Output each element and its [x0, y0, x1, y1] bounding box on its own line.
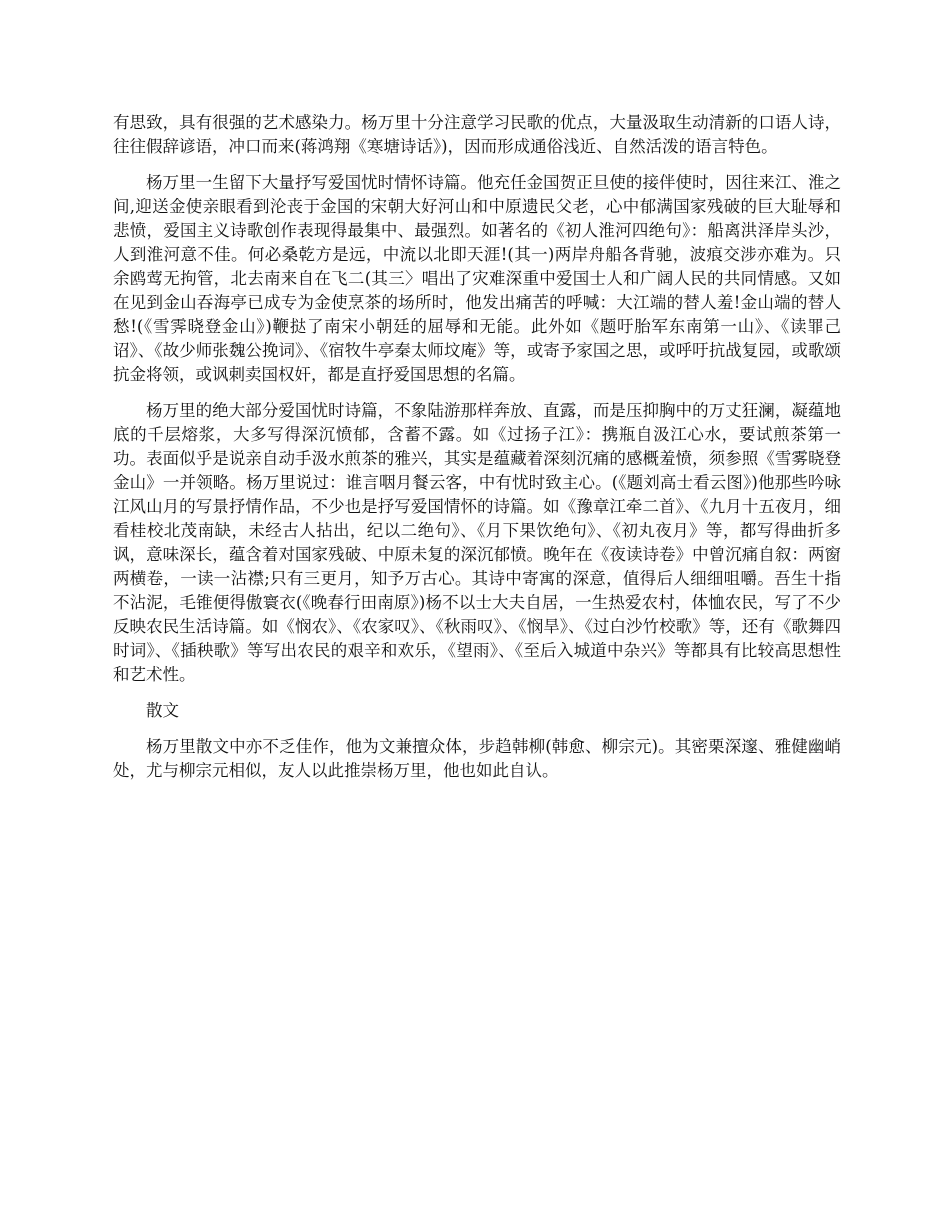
document-page: [113, 111, 841, 795]
section-heading-prose: 散文: [146, 701, 179, 720]
paragraph-prose: 杨万里散文中亦不乏佳作，他为文兼擅众体，步趋韩柳(韩愈、柳宗元)。其密栗深邃、雅健幽峭处，尤与柳宗元相似，友人以此推崇杨万里，他也如此自认。: [113, 737, 841, 780]
paragraph-poetic-style: 杨万里的绝大部分爱国忧时诗篇，不象陆游那样奔放、直露，而是压抑胸中的万丈狂澜，凝蕴地底的千层熔浆，大多写得深沉愤郁，含蓄不露。如《过扬子江》：携瓶自汲江心水，要试煎茶第一功。表面似乎是说亲自动手汲水煎茶的雅兴，其实是蕴藏着深刻沉痛的感概羞愤，须参照《雪雾晓登金山》一并领略。杨万里说过：谁言咽月餐云客，中有忧时致主心。(《题刘高士看云图》)他那些吟咏江风山月的写景抒情作品，不少也是抒写爱国情怀的诗篇。如《豫章江牵二首》、《九月十五夜月，细看桂校北茂南缺，未经古人拈出，纪以二绝句》、《月下果饮绝句》、《初丸夜月》等，都写得曲折多讽，意味深长，蕴含着对国家残破、中原未复的深沉郁愤。晚年在《夜读诗卷》中曾沉痛自叙：两窗两横卷，一读一沾襟;只有三更月，知予万古心。其诗中寄寓的深意，值得后人细细咀嚼。吾生十指不沾泥，毛锥便得傲寰衣(《晚春行田南原》)杨不以士大夫自居，一生热爱农村，体恤农民，写了不少反映农民生活诗篇。如《悯农》、《农家叹》、《秋雨叹》、《悯旱》、《过白沙竹校歌》等，还有《歌舞四时词》、《插秧歌》等写出农民的艰辛和欢乐，《望雨》、《至后入城道中杂兴》等都具有比较高思想性和艺术性。: [113, 401, 841, 684]
paragraph-continuation: 有思致，具有很强的艺术感染力。杨万里十分注意学习民歌的优点，大量汲取生动清新的口语人诗，往往假辞谚语，冲口而来(蒋鸿翔《寒塘诗话》)，因而形成通俗浅近、自然活泼的语言特色。: [113, 113, 841, 156]
paragraph-patriotic-poems: 杨万里一生留下大量抒写爱国忧时情怀诗篇。他充任金国贺正旦使的接伴使时，因往来江、淮之间,迎送金使亲眼看到沦丧于金国的宋朝大好河山和中原遗民父老，心中郁满国家残破的巨大耻辱和悲愤，爱国主义诗歌创作表现得最集中、最强烈。如著名的《初人淮河四绝句》：船离洪泽岸头沙，人到淮河意不佳。何必桑乾方是远，中流以北即天涯!(其一)两岸舟船各背驰，波痕交涉亦难为。只余鸥莺无拘管，北去南来自在飞二(其三〉唱出了灾难深重中爱国士人和广阔人民的共同情感。又如在见到金山吞海亭已成专为金使烹茶的场所时，他发出痛苦的呼喊：大江端的替人羞!金山端的替人愁!(《雪霁晓登金山》)鞭挞了南宋小朝廷的屈辱和无能。此外如《题吁胎军东南第一山》、《读罪己诏》、《故少师张魏公挽词》、《宿牧牛亭秦太师坟庵》等，或寄予家国之思，或呼吁抗战复园，或歌颂抗金将领，或讽刺卖国权奸，都是直抒爱国思想的名篇。: [113, 173, 841, 384]
